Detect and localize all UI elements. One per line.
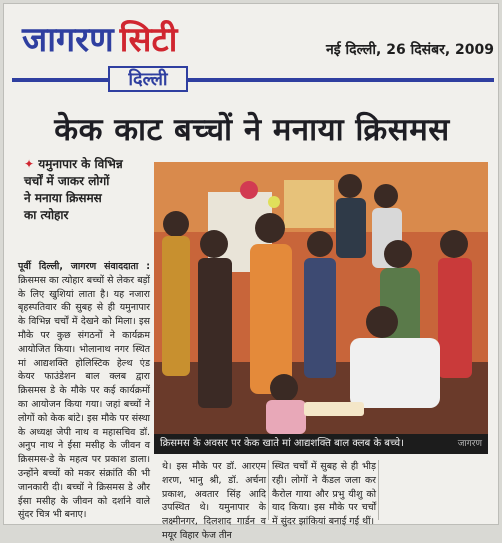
byline: पूर्वी दिल्ली, जागरण संवाददाता :	[18, 261, 150, 272]
caption-text: क्रिसमस के अवसर पर केक खाते मां आद्यशक्ति बाल क्लब के बच्चे।	[160, 438, 404, 449]
newspaper-clipping	[3, 3, 499, 541]
masthead-rule-right	[188, 78, 494, 82]
article-column-bottom-2: स्थित चर्चों में सुबह से ही भीड़ रही। लोगों ने कैंडल जला कर कैरोल गाया और प्रभु यीशु को याद किया। इस मौके पर चर्चों में सुंदर झांकियां बनाई गई थीं।	[272, 461, 376, 528]
subhead	[24, 156, 156, 224]
masthead-rule-left	[12, 78, 108, 82]
column-divider	[378, 460, 379, 520]
subhead-line: का त्योहार	[24, 208, 69, 222]
brand-jagran: जागरण	[22, 20, 114, 60]
subhead-line: चर्चों में जाकर लोगों	[24, 174, 110, 188]
brand-city: सिटी	[119, 20, 178, 60]
photo-credit: जागरण	[457, 439, 482, 449]
subhead-line: यमुनापार के विभिन्न	[38, 157, 123, 171]
children-group-photo	[154, 162, 488, 434]
body-text: क्रिसमस का त्योहार बच्चों से लेकर बड़ों के लिए खुशियां लाता है। यह नजारा बृहस्पतिवार की सुबह से ही यमुनापार के विभिन्न चर्चों में देखने को मिला। इस मौके पर कुछ संगठनों ने कार्यक्रम आयोजित किया। भोलानाथ नगर स्थित मां आद्यशक्ति होलिस्टिक हेल्थ एंड केयर फाउंडेशन बाल क्लब द्वारा क्रिसमस डे के मौके पर कई कार्यक्रमों का आयोजन किया गया। जहां बच्चों ने लोगों को केक बांटे। इस मौके पर संस्था के अध्यक्ष जेपी नाथ व महासचिव डॉ. अनुप नाथ ने ईसा मसीह के जीवन व क्रिसमस-डे के महत्व पर प्रकाश डाला। उन्होंने बच्चों को मकर संक्रांति की भी जानकारी दी। बच्चों ने क्रिसमस डे और ईसा मसीह के जीवन को दर्शाने वाले सुंदर चित्र भी बनाए।	[18, 274, 150, 521]
masthead-logo	[22, 18, 254, 62]
headline: केक काट बच्चों ने मनाया क्रिसमस	[54, 112, 450, 148]
subhead-line: ने मनाया क्रिसमस	[24, 191, 102, 205]
photo-caption	[154, 434, 488, 454]
article-column-bottom-3	[382, 460, 488, 522]
article-column-bottom-1: थे। इस मौके पर डॉ. आरएम शरण, भानु श्री, डॉ. अर्चना प्रकाश, अवतार सिंह आदि उपस्थित थे। यमुनापार के लक्ष्मीनगर, दिलशाद गार्डन व मयूर विहार फेज तीन	[162, 461, 266, 541]
event-photo	[154, 162, 488, 434]
column-divider	[268, 460, 269, 520]
edition-label: दिल्ली	[108, 66, 188, 92]
article-column-left	[18, 260, 150, 521]
dateline: नई दिल्ली, 26 दिसंबर, 2009	[326, 42, 494, 58]
bullet-icon: ✦	[24, 157, 39, 171]
